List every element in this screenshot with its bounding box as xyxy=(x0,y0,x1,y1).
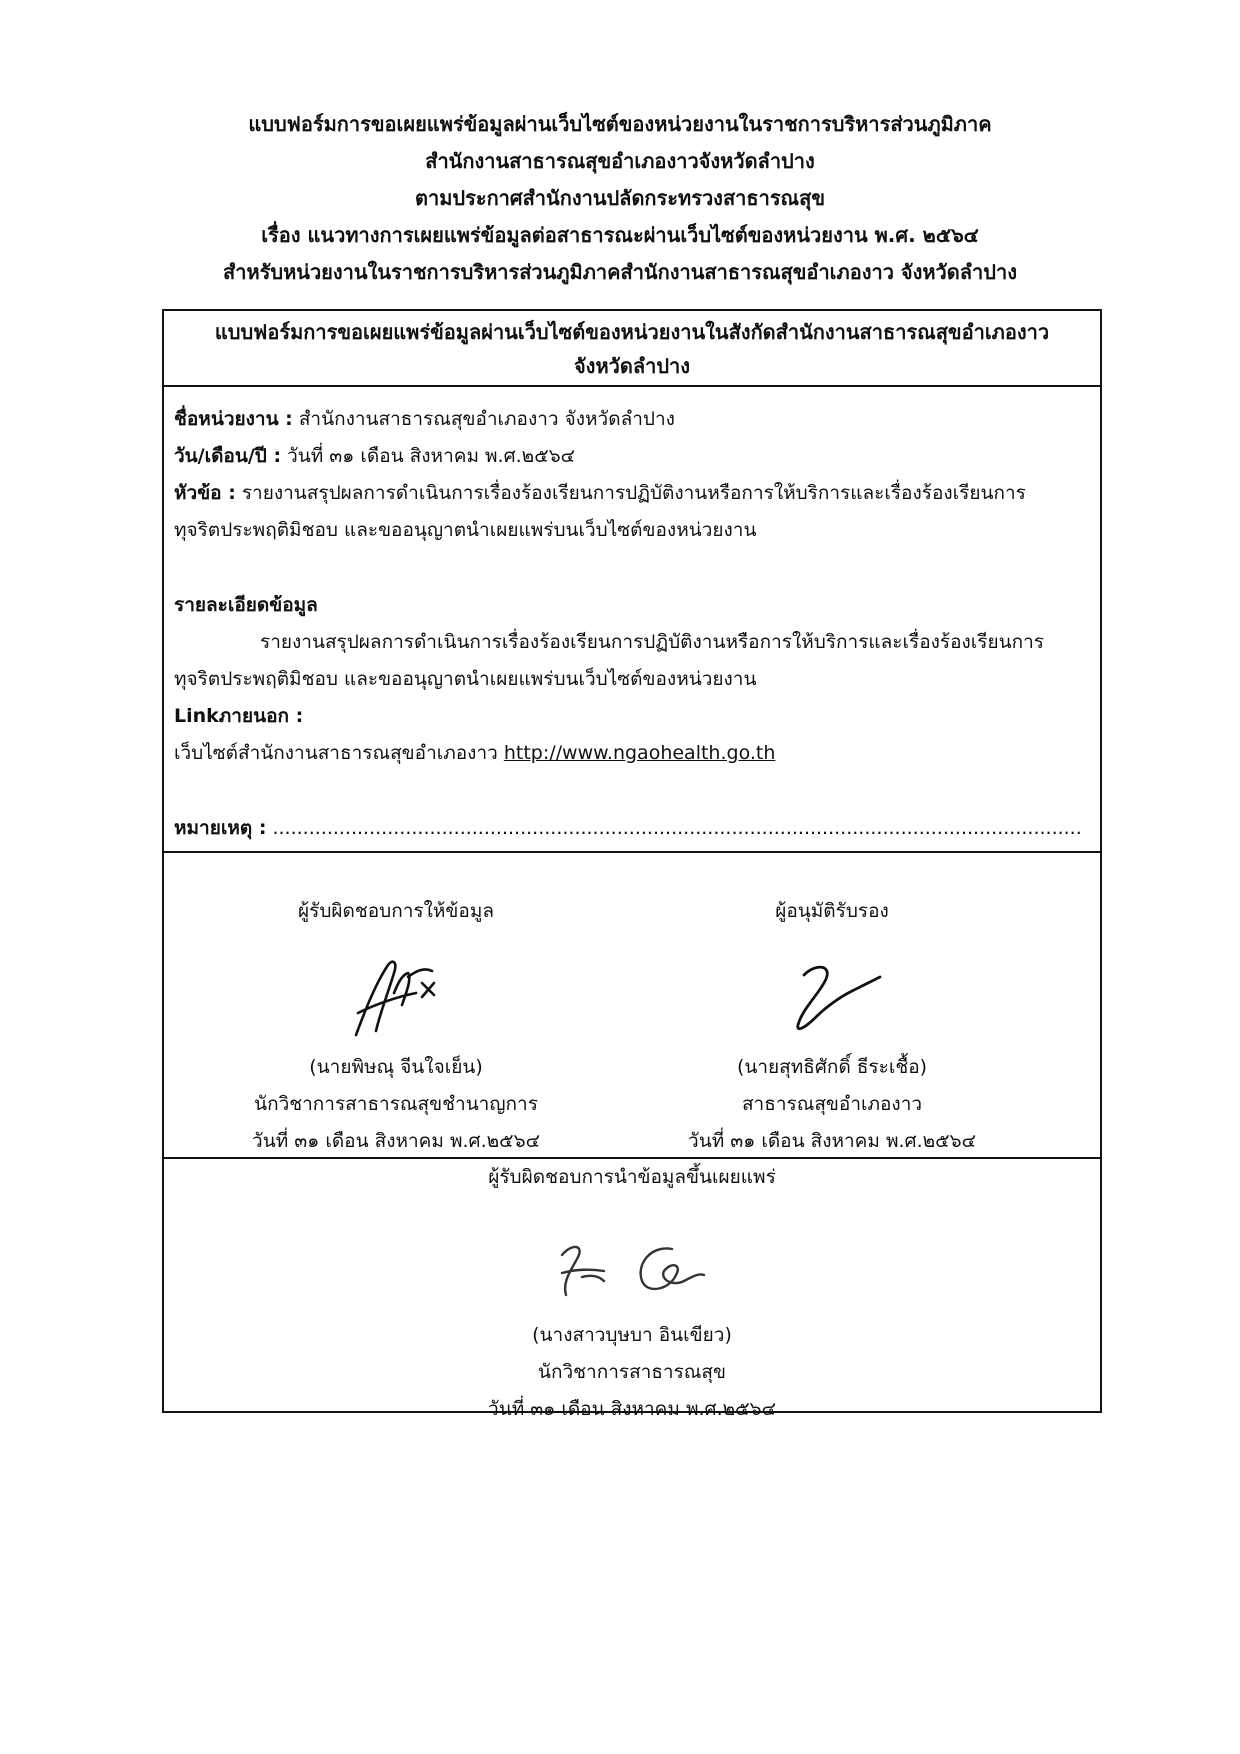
approver-position: สาธารณสุขอำเภองาว xyxy=(741,1093,923,1115)
signer-role: ผู้รับผิดชอบการให้ข้อมูล xyxy=(298,900,494,922)
signer-date: วันที่ ๓๑ เดือน สิงหาคม พ.ศ.๒๕๖๔ xyxy=(252,1130,540,1152)
spacer xyxy=(174,772,1086,810)
remark-label: หมายเหตุ : xyxy=(174,817,267,839)
handwritten-signature-icon xyxy=(532,1225,732,1315)
topic-label: หัวข้อ : xyxy=(174,482,236,504)
publisher-date: วันที่ ๓๑ เดือน สิงหาคม พ.ศ.๒๕๖๔ xyxy=(488,1398,776,1420)
date-label: วัน/เดือน/ปี : xyxy=(174,445,282,467)
agency-value: สำนักงานสาธารณสุขอำเภองาว จังหวัดลำปาง xyxy=(292,408,675,430)
signature-section xyxy=(164,853,1100,1159)
header-line-2: สำนักงานสาธารณสุขอำเภองาวจังหวัดลำปาง xyxy=(425,149,815,173)
link-label: Linkภายนอก : xyxy=(174,705,304,727)
detail-line-2: ทุจริตประพฤติมิชอบ และขออนุญาตนำเผยแพร่บนเว็บไซต์ของหน่วยงาน xyxy=(174,668,757,690)
header-line-1: แบบฟอร์มการขอเผยแพร่ข้อมูลผ่านเว็บไซต์ของหน่วยงานในราชการบริหารส่วนภูมิภาค xyxy=(248,112,992,136)
signature-image xyxy=(582,953,1082,1043)
link-row xyxy=(174,735,1086,772)
signature-image xyxy=(166,953,626,1043)
remark-row xyxy=(174,810,1086,847)
detail-line-1: รายงานสรุปผลการดำเนินการเรื่องร้องเรียนการปฏิบัติงานหรือการให้บริการและเรื่องร้องเรียนการ xyxy=(260,631,1044,653)
form-info-section xyxy=(164,387,1100,853)
website-link[interactable]: http://www.ngaohealth.go.th xyxy=(503,742,776,764)
signature-image xyxy=(164,1225,1100,1315)
form-title-line-2: จังหวัดลำปาง xyxy=(573,354,691,378)
header-line-5: สำหรับหน่วยงานในราชการบริหารส่วนภูมิภาคสำนักงานสาธารณสุขอำเภองาว จังหวัดลำปาง xyxy=(223,260,1017,284)
agency-row xyxy=(174,401,1086,438)
handwritten-signature-icon xyxy=(336,953,456,1043)
publisher-position: นักวิชาการสาธารณสุข xyxy=(537,1361,727,1383)
signer-position: นักวิชาการสาธารณสุขชำนาญการ xyxy=(254,1093,538,1115)
form-title-line-1: แบบฟอร์มการขอเผยแพร่ข้อมูลผ่านเว็บไซต์ของหน่วยงานในสังกัดสำนักงานสาธารณสุขอำเภองาว xyxy=(214,320,1050,344)
signer-name: (นายพิษณุ จีนใจเย็น) xyxy=(309,1056,483,1078)
topic-line-2: ทุจริตประพฤติมิชอบ และขออนุญาตนำเผยแพร่บนเว็บไซต์ของหน่วยงาน xyxy=(174,519,757,541)
header-line-3: ตามประกาศสำนักงานปลัดกระทรวงสาธารณสุข xyxy=(414,186,825,210)
publisher-section xyxy=(164,1159,1100,1420)
approver-date: วันที่ ๓๑ เดือน สิงหาคม พ.ศ.๒๕๖๔ xyxy=(688,1130,976,1152)
agency-label: ชื่อหน่วยงาน : xyxy=(174,408,293,430)
date-value: วันที่ ๓๑ เดือน สิงหาคม พ.ศ.๒๕๖๔ xyxy=(281,445,576,467)
approver-role: ผู้อนุมัติรับรอง xyxy=(775,900,889,922)
spacer xyxy=(174,549,1086,587)
topic-row xyxy=(174,475,1086,512)
publisher-details xyxy=(164,1317,1100,1428)
topic-line-1: รายงานสรุปผลการดำเนินการเรื่องร้องเรียนการปฏิบัติงานหรือการให้บริการและเรื่องร้องเรียนการ xyxy=(235,482,1026,504)
approver-name: (นายสุทธิศักดิ์ ธีระเชื้อ) xyxy=(736,1056,928,1078)
detail-label: รายละเอียดข้อมูล xyxy=(174,594,318,616)
publisher-role: ผู้รับผิดชอบการนำข้อมูลขึ้นเผยแพร่ xyxy=(488,1166,776,1188)
header-line-4: เรื่อง แนวทางการเผยแพร่ข้อมูลต่อสาธารณะผ่านเว็บไซต์ของหน่วยงาน พ.ศ. ๒๕๖๔ xyxy=(261,223,979,247)
form-title xyxy=(164,311,1100,387)
handwritten-signature-icon xyxy=(772,953,892,1043)
link-prefix: เว็บไซต์สำนักงานสาธารณสุขอำเภองาว xyxy=(174,742,504,764)
signer-details xyxy=(166,1049,626,1160)
publisher-name: (นางสาวบุษบา อินเขียว) xyxy=(532,1324,732,1346)
remark-dots: ...................................................................................................................................... xyxy=(266,817,1082,839)
document-header xyxy=(160,106,1080,291)
date-row xyxy=(174,438,1086,475)
publication-request-form xyxy=(162,309,1102,1420)
approver-details xyxy=(582,1049,1082,1160)
